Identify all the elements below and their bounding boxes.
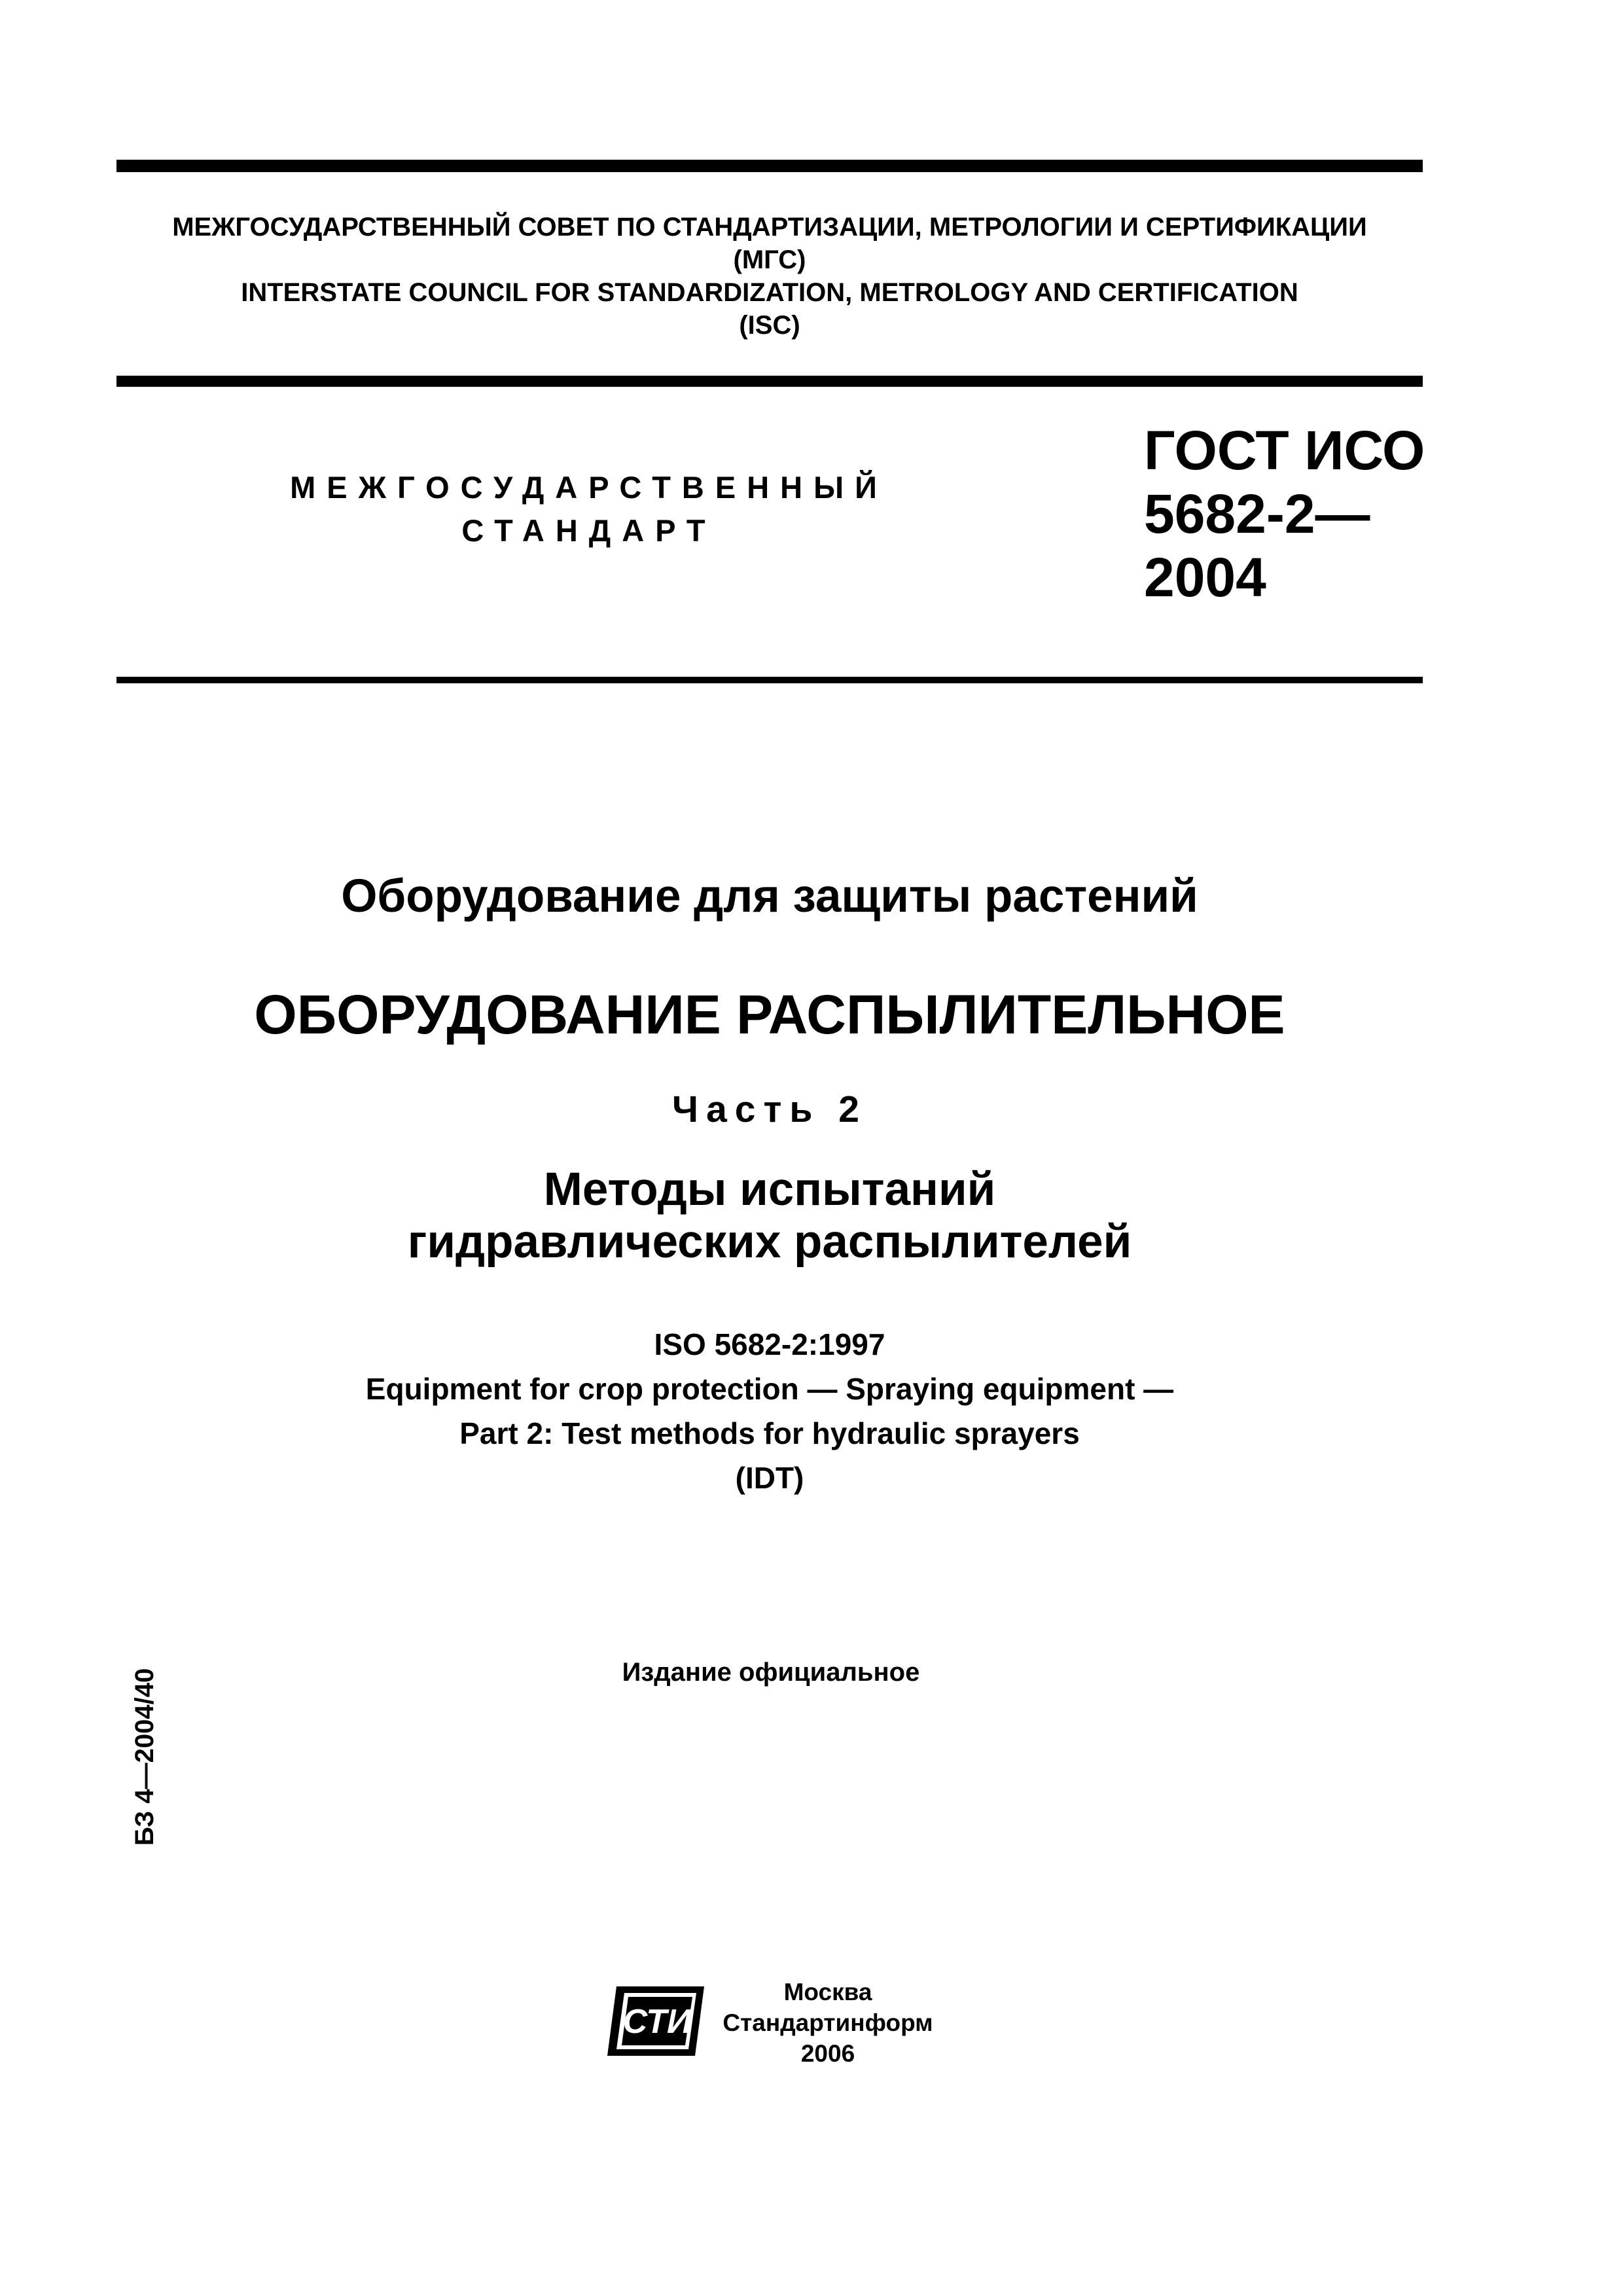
designation-line3: 2004	[1144, 547, 1266, 608]
top-rule	[116, 160, 1423, 172]
iso-title-line2: Part 2: Test methods for hydraulic sprayers	[459, 1416, 1080, 1450]
publisher-logo	[607, 1986, 704, 2056]
standard-type-line1: МЕЖГОСУДАРСТВЕННЫЙ	[290, 470, 888, 505]
edition-label: Издание официальное	[622, 1658, 920, 1687]
svg-text:СТИ: СТИ	[622, 2003, 692, 2041]
iso-degree: (IDT)	[735, 1461, 804, 1495]
publisher-info	[720, 1977, 936, 2069]
title-subtitle	[116, 1164, 1423, 1268]
subtitle-line2: гидравлических распылителей	[407, 1216, 1132, 1268]
designation-line2: 5682-2—	[1144, 483, 1370, 545]
council-header	[116, 211, 1423, 342]
title-part: Часть 2	[672, 1088, 867, 1130]
subtitle-line1: Методы испытаний	[543, 1164, 996, 1215]
title-main: ОБОРУДОВАНИЕ РАСПЫЛИТЕЛЬНОЕ	[254, 984, 1285, 1045]
side-code: БЗ 4—2004/40	[130, 1668, 159, 1846]
iso-title-line1: Equipment for crop protection — Spraying equipment —	[365, 1372, 1174, 1406]
council-name-en: INTERSTATE COUNCIL FOR STANDARDIZATION, METROLOGY AND CERTIFICATION	[241, 278, 1298, 307]
middle-rule	[116, 376, 1423, 387]
bottom-rule	[116, 677, 1423, 683]
publisher-city: Москва	[783, 1979, 872, 2005]
council-name-ru: МЕЖГОСУДАРСТВЕННЫЙ СОВЕТ ПО СТАНДАРТИЗАЦИИ, МЕТРОЛОГИИ И СЕРТИФИКАЦИИ	[172, 213, 1367, 242]
standard-type	[275, 466, 903, 552]
iso-reference	[116, 1322, 1423, 1500]
publisher-year: 2006	[800, 2040, 855, 2067]
council-abbr-en: (ISC)	[739, 311, 800, 340]
publisher-name: Стандартинформ	[722, 2009, 933, 2036]
standard-designation	[1144, 419, 1425, 609]
standard-type-line2: СТАНДАРТ	[461, 513, 717, 548]
council-abbr-ru: (МГС)	[733, 245, 806, 274]
designation-line1: ГОСТ ИСО	[1144, 420, 1425, 481]
iso-number: ISO 5682-2:1997	[654, 1327, 885, 1361]
title-group: Оборудование для защиты растений	[341, 870, 1198, 922]
